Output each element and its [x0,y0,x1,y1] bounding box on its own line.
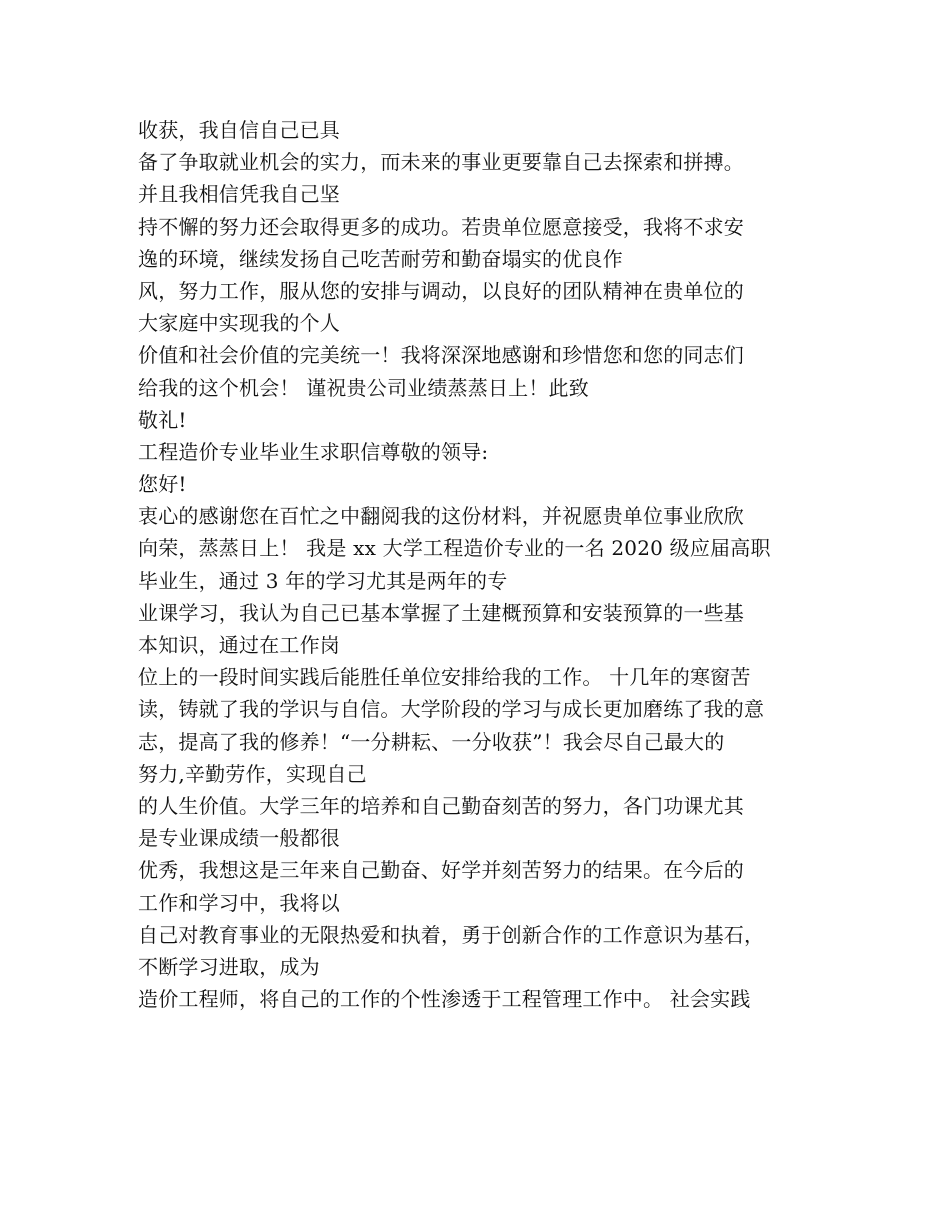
text-line: 是专业课成绩一般都很 [138,826,340,851]
document-body [138,114,828,1015]
text-line: 自己对教育事业的无限热爱和执着，勇于创新合作的工作意识为基石， [138,922,765,947]
text-line: 位上的一段时间实践后能胜任单位安排给我的工作。 十几年的寒窗苦 [138,665,751,690]
text-line: 工作和学习中，我将以 [138,890,340,915]
greeting-line: 您好! [138,472,187,497]
text-line: 持不懈的努力还会取得更多的成功。若贵单位愿意接受，我将不求安 [138,214,744,239]
text-line: 衷心的感谢您在百忙之中翻阅我的这份材料，并祝愿贵单位事业欣欣 [138,504,744,529]
text-line: 敬礼! [138,407,187,432]
text-line: 风，努力工作，服从您的安排与调动，以良好的团队精神在贵单位的 [138,278,744,303]
text-line: 优秀，我想这是三年来自己勤奋、好学并刻苦努力的结果。在今后的 [138,858,744,883]
section-heading: 工程造价专业毕业生求职信尊敬的领导: [138,439,489,464]
text-line: 向荣，蒸蒸日上！ 我是 xx 大学工程造价专业的一名 2020 级应届高职 [138,536,771,561]
text-line: 给我的这个机会！ 谨祝贵公司业绩蒸蒸日上！此致 [138,375,589,400]
text-line: 努力,辛勤劳作，实现自己 [138,761,367,786]
text-line: 志，提高了我的修养！“一分耕耘、一分收获”！我会尽自己最大的 [138,729,725,754]
text-line: 逸的环境，继续发扬自己吃苦耐劳和勤奋塌实的优良作 [138,246,623,271]
text-line: 毕业生，通过 3 年的学习尤其是两年的专 [138,568,508,593]
text-line: 本知识，通过在工作岗 [138,633,340,657]
text-line: 读，铸就了我的学识与自信。大学阶段的学习与成长更加磨练了我的意 [138,697,765,722]
text-line: 大家庭中实现我的个人 [138,311,340,336]
text-line: 并且我相信凭我自己坚 [138,182,340,207]
text-line: 不断学习进取，成为 [138,954,320,979]
text-line: 的人生价值。大学三年的培养和自己勤奋刻苦的努力，各门功课尤其 [138,793,744,818]
text-line: 造价工程师，将自己的工作的个性渗透于工程管理工作中。 社会实践 [138,987,751,1012]
text-line: 收获，我自信自己已具 [138,118,340,142]
text-line: 价值和社会价值的完美统一！我将深深地感谢和珍惜您和您的同志们 [138,343,744,368]
text-line: 业课学习，我认为自己已基本掌握了土建概预算和安装预算的一些基 [138,600,744,625]
text-line: 备了争取就业机会的实力，而未来的事业更要靠自己去探索和拼搏。 [138,150,744,175]
